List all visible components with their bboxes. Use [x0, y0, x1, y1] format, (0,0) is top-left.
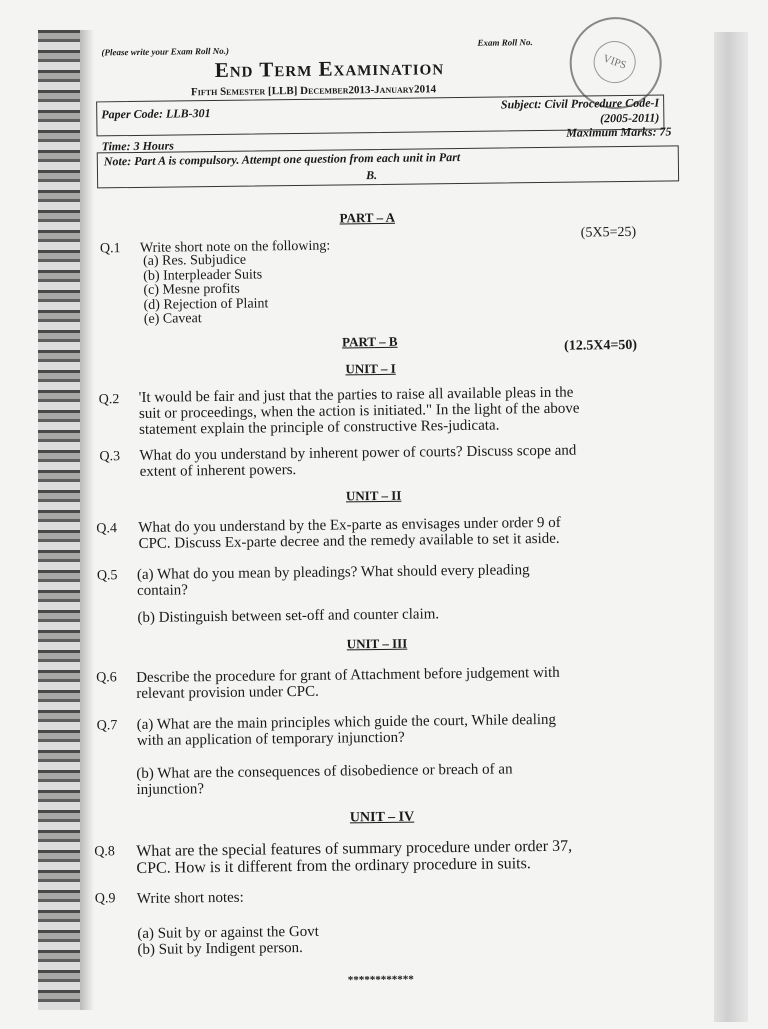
subject-years: (2005-2011): [599, 110, 660, 126]
roll-label: Exam Roll No.: [477, 37, 533, 48]
unit-2-heading: UNIT – II: [345, 487, 402, 504]
q2-number: Q.2: [98, 392, 120, 408]
q1-number: Q.1: [99, 241, 121, 257]
time: Time: 3 Hours: [101, 138, 174, 154]
q7a-text: (a) What are the main principles which guide the court, While dealing with an application of temporary injunction?: [136, 711, 557, 749]
q7-number: Q.7: [96, 718, 118, 734]
exam-title: End Term Examination: [214, 55, 445, 82]
q9-number: Q.9: [94, 891, 116, 907]
institution-stamp: VIPS: [569, 17, 662, 110]
note-line-1: Note: Part A is compulsory. Attempt one question from each unit in Part: [103, 149, 461, 169]
q4-number: Q.4: [96, 521, 118, 537]
unit-4-heading: UNIT – IV: [349, 809, 415, 826]
q3-text: What do you understand by inherent power of courts? Discuss scope and extent of inherent powers.: [139, 442, 577, 480]
q5a-text: (a) What do you mean by pleadings? What should every pleading contain?: [136, 562, 530, 599]
note-line-2: B.: [365, 168, 378, 183]
subject: Subject: Civil Procedure Code-I: [500, 95, 660, 112]
q6-number: Q.6: [96, 670, 117, 686]
q8-text: What are the special features of summary procedure under order 37, CPC. How is it different from the ordinary procedure in suits.: [136, 837, 573, 878]
q1-item: (d) Rejection of Plaint: [143, 295, 269, 313]
q5b-text: (b) Distinguish between set-off and counter claim.: [137, 606, 440, 626]
part-a-marks: (5X5=25): [580, 224, 637, 241]
q9-item: (a) Suit by or against the Govt: [137, 923, 320, 942]
part-a-heading: PART – A: [339, 209, 396, 226]
q2-text: 'It would be fair and just that the parties to raise all available pleas in the suit or proceedings, when the action is initiated." In the light of the above statement explain the principle of constructive Res-judicata.: [138, 384, 580, 438]
semester-line: Fifth Semester [LLB] December2013-January2014: [190, 83, 437, 99]
part-b-marks: (12.5X4=50): [564, 337, 638, 354]
q9-items: [137, 924, 319, 958]
q1-item: (b) Interpleader Suits: [143, 266, 263, 284]
paper-code: Paper Code: LLB-301: [101, 106, 211, 122]
roll-prompt: (Please write your Exam Roll No.): [101, 45, 230, 58]
unit-1-heading: UNIT – I: [345, 360, 396, 377]
q1-text: Write short note on the following:: [139, 238, 331, 256]
part-b-heading: PART – B: [341, 333, 398, 350]
q1-item: (c) Mesne profits: [143, 281, 240, 298]
q5-number: Q.5: [96, 568, 118, 584]
unit-3-heading: UNIT – III: [346, 635, 408, 652]
q9-item: (b) Suit by Indigent person.: [137, 939, 303, 958]
q4-text: What do you understand by the Ex-parte as envisages under order 9 of CPC. Discuss Ex-parte decree and the remedy available to set it aside.: [138, 514, 561, 552]
q3-number: Q.3: [99, 449, 121, 465]
q6-text: Describe the procedure for grant of Attachment before judgement with relevant provision under CPC.: [136, 664, 560, 702]
end-mark: ************: [347, 973, 414, 987]
max-marks: Maximum Marks: 75: [566, 124, 672, 140]
q1-items: [143, 253, 269, 327]
q1-item: (a) Res. Subjudice: [142, 252, 247, 269]
q8-number: Q.8: [94, 844, 115, 860]
q1-item: (e) Caveat: [143, 311, 202, 327]
q7b-text: (b) What are the consequences of disobedience or breach of an injunction?: [136, 761, 513, 798]
q9-text: Write short notes:: [136, 889, 244, 907]
